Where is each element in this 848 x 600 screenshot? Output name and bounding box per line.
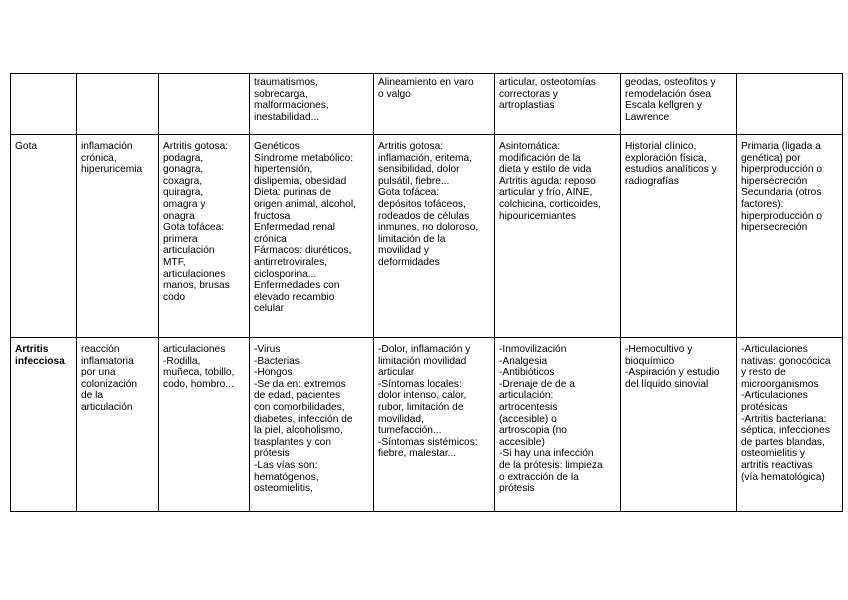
cell-text-line: artroplastias	[499, 100, 555, 112]
cell-text-line: diabetes, infección de	[254, 413, 353, 425]
cell-text-line: -Virus	[254, 344, 281, 355]
cell-text-line: -Rodilla,	[163, 355, 201, 367]
cell-text-line: -Hongos	[254, 367, 293, 379]
cell-text-line: geodas, osteofitos y	[625, 77, 716, 88]
cell-text-line: rodeados de células	[378, 210, 470, 222]
cell-text-line: -Drenaje de de a	[499, 378, 575, 390]
table-cell	[250, 135, 374, 338]
cell-text-line: séptica, infecciones	[741, 425, 830, 437]
cell-text-line: dislipemia, obesidad	[254, 175, 347, 187]
cell-text-line: Síndrome metabólico:	[254, 152, 354, 164]
cell-text-line: inflamación, eritema,	[378, 152, 472, 164]
cell-text-line: o valgo	[378, 88, 411, 100]
cell-text-line: artroscopia (no	[499, 425, 567, 437]
cell-text-line: (vía hematológica)	[741, 471, 825, 483]
cell-text-line: gonagra,	[163, 164, 204, 176]
cell-text-line: limitación movilidad	[378, 355, 467, 367]
table-cell	[374, 338, 495, 512]
cell-text-line: infecciosa	[15, 355, 65, 367]
table-cell	[374, 74, 495, 135]
cell-text-line: Historial clínico,	[625, 141, 697, 152]
cell-text-line: sensibilidad, dolor	[378, 164, 460, 176]
cell-text-line: inestabilidad...	[254, 111, 320, 123]
cell-text-line: movilidad y	[378, 245, 429, 257]
cell-text-line: celular	[254, 303, 285, 315]
cell-text-line: modificación de la	[499, 152, 581, 164]
cell-text-line: con comorbilidades,	[254, 401, 345, 413]
cell-text-line: -Dolor, inflamación y	[378, 344, 471, 355]
cell-text-line: -Síntomas sistémicos:	[378, 436, 478, 448]
cell-text-line: prótesis	[499, 483, 535, 495]
cell-text-line: hiperproducción o	[741, 210, 822, 222]
cell-text-line: articular, osteotomías	[499, 77, 596, 88]
cell-text-line: -Articulaciones	[741, 344, 808, 355]
cell-text-line: articulación	[163, 245, 215, 257]
table-cell	[495, 338, 621, 512]
table-cell	[621, 135, 737, 338]
cell-text-line: -Analgesia	[499, 355, 548, 367]
cell-text-line: artritis reactivas	[741, 459, 813, 471]
table-cell	[77, 135, 159, 338]
cell-text-line: nativas: gonocócica	[741, 355, 831, 367]
cell-text-line: -Se da en: extremos	[254, 378, 346, 390]
cell-text-line: dolor intenso, calor,	[378, 390, 467, 402]
table-cell	[11, 338, 77, 512]
cell-text-line: colchicina, corticoides,	[499, 198, 601, 210]
cell-text-line: depósitos tofáceos,	[378, 198, 466, 210]
table-cell	[737, 74, 843, 135]
cell-text-line: -Bacterias	[254, 355, 300, 367]
cell-text-line: pulsátil, fiebre...	[378, 175, 450, 187]
cell-text-line: primera	[163, 233, 198, 245]
cell-text-line: Enfermedad renal	[254, 222, 335, 234]
cell-text-line: colonización	[81, 378, 138, 390]
cell-text-line: del líquido sinovial	[625, 378, 709, 390]
cell-text-line: -Hemocultivo y	[625, 344, 693, 355]
cell-text-line: elevado recambio	[254, 291, 335, 303]
cell-text-line: coxagra,	[163, 175, 203, 187]
cell-text-line: onagra	[163, 210, 195, 222]
cell-text-line: -Si hay una infección	[499, 448, 594, 460]
cell-text-line: Alineamiento en varo	[378, 77, 474, 88]
cell-text-line: genética) por	[741, 152, 801, 164]
cell-text-line: Artritis gotosa:	[378, 141, 444, 152]
cell-text-line: hipouricemiantes	[499, 210, 577, 222]
cell-text-line: tumefacción...	[378, 425, 442, 437]
table-cell	[159, 135, 250, 338]
cell-text-line: -Antibióticos	[499, 367, 555, 379]
cell-text-line: hipertensión,	[254, 164, 313, 176]
cell-text-line: prótesis	[254, 448, 290, 460]
cell-text-line: inflamatoria	[81, 355, 134, 367]
cell-text-line: articulaciones	[163, 268, 226, 280]
cell-text-line: inflamación	[81, 141, 133, 152]
table-row	[11, 74, 843, 135]
table-cell	[621, 74, 737, 135]
cell-text-line: Lawrence	[625, 111, 670, 123]
cell-text-line: articulaciones	[163, 344, 226, 355]
cell-text-line: de la	[81, 390, 104, 402]
cell-text-line: crónica,	[81, 152, 117, 164]
cell-text-line: Genéticos	[254, 141, 300, 152]
cell-text-line: -Aspiración y estudio	[625, 367, 720, 379]
cell-text-line: -Artritis bacteriana:	[741, 413, 827, 425]
cell-text-line: de partes blandas,	[741, 436, 825, 448]
cell-text-line: exploración física,	[625, 152, 707, 164]
cell-text-line: Primaria (ligada a	[741, 141, 821, 152]
table-cell	[159, 338, 250, 512]
cell-text-line: bioquímico	[625, 355, 675, 367]
table-cell	[250, 338, 374, 512]
cell-text-line: correctoras y	[499, 88, 558, 100]
cell-text-line: rubor, limitación de	[378, 401, 464, 413]
cell-text-line: fiebre, malestar...	[378, 448, 457, 460]
cell-text-line: trasplantes y con	[254, 436, 332, 448]
cell-text-line: podagra,	[163, 152, 204, 164]
cell-text-line: de edad, pacientes	[254, 390, 341, 402]
cell-text-line: Enfermedades con	[254, 280, 340, 292]
cell-text-line: Artritis	[15, 344, 49, 355]
cell-text-line: radiografías	[625, 175, 679, 187]
cell-text-line: articular y frío, AINE,	[499, 187, 593, 199]
cell-text-line: MTF,	[163, 256, 186, 268]
cell-text-line: traumatismos,	[254, 77, 318, 88]
cell-text-line: Escala kellgren y	[625, 100, 703, 112]
cell-text-line: fructosa	[254, 210, 291, 222]
table-cell	[495, 74, 621, 135]
cell-text-line: -Síntomas locales:	[378, 378, 462, 390]
disease-table	[10, 73, 843, 512]
cell-text-line: muñeca, tobillo,	[163, 367, 235, 379]
cell-text-line: hematógenos,	[254, 471, 319, 483]
table-row	[11, 338, 843, 512]
table-cell	[737, 338, 843, 512]
cell-text-line: codo	[163, 291, 186, 303]
table-cell	[374, 135, 495, 338]
table-cell	[737, 135, 843, 338]
cell-text-line: sobrecarga,	[254, 88, 308, 100]
cell-text-line: hiperproducción o	[741, 164, 822, 176]
cell-text-line: remodelación ósea	[625, 88, 712, 100]
table-cell	[250, 74, 374, 135]
cell-text-line: -Inmovilización	[499, 344, 567, 355]
cell-text-line: ciclosporina...	[254, 268, 317, 280]
cell-text-line: articulación:	[499, 390, 554, 402]
cell-text-line: microorganismos	[741, 378, 819, 390]
cell-text-line: protésicas	[741, 401, 788, 413]
cell-text-line: Artritis gotosa:	[163, 141, 229, 152]
cell-text-line: Fármacos: diuréticos,	[254, 245, 352, 257]
cell-text-line: articular	[378, 367, 415, 379]
cell-text-line: Secundaria (otros	[741, 187, 822, 199]
cell-text-line: por una	[81, 367, 116, 379]
cell-text-line: la piel, alcoholismo,	[254, 425, 343, 437]
cell-text-line: Artritis aguda: reposo	[499, 175, 596, 187]
cell-text-line: Asintomática:	[499, 141, 561, 152]
table-cell	[495, 135, 621, 338]
cell-text-line: inmunes, no doloroso,	[378, 222, 479, 234]
cell-text-line: Dieta: purinas de	[254, 187, 332, 199]
cell-text-line: Gota	[15, 141, 38, 152]
cell-text-line: -Articulaciones	[741, 390, 808, 402]
cell-text-line: -Las vías son:	[254, 459, 318, 471]
cell-text-line: articulación	[81, 401, 133, 413]
cell-text-line: Gota tofácea:	[163, 222, 225, 234]
cell-text-line: malformaciones,	[254, 100, 329, 112]
table-cell	[621, 338, 737, 512]
cell-text-line: antirretrovirales,	[254, 256, 328, 268]
cell-text-line: limitación de la	[378, 233, 446, 245]
cell-text-line: dieta y estilo de vida	[499, 164, 592, 176]
cell-text-line: hiperuricemia	[81, 164, 143, 176]
cell-text-line: y resto de	[741, 367, 786, 379]
cell-text-line: osteomielitis y	[741, 448, 805, 460]
table-row	[11, 135, 843, 338]
cell-text-line: quiragra,	[163, 187, 204, 199]
table-cell	[11, 74, 77, 135]
cell-text-line: Gota tofácea:	[378, 187, 440, 199]
cell-text-line: codo, hombro...	[163, 378, 234, 390]
cell-text-line: crónica	[254, 233, 287, 245]
cell-text-line: factores):	[741, 198, 784, 210]
table-cell	[11, 135, 77, 338]
cell-text-line: hipersecreción	[741, 222, 808, 234]
cell-text-line: hipersecreción	[741, 175, 808, 187]
cell-text-line: artrocentesis	[499, 401, 558, 413]
cell-text-line: accesible)	[499, 436, 545, 448]
cell-text-line: manos, brusas	[163, 280, 230, 292]
cell-text-line: estudios analíticos y	[625, 164, 717, 176]
cell-text-line: origen animal, alcohol,	[254, 198, 356, 210]
cell-text-line: o extracción de la	[499, 471, 579, 483]
table-cell	[77, 338, 159, 512]
cell-text-line: reacción	[81, 344, 120, 355]
cell-text-line: de la prótesis: limpieza	[499, 459, 603, 471]
cell-text-line: omagra y	[163, 198, 206, 210]
cell-text-line: movilidad,	[378, 413, 424, 425]
table-cell	[77, 74, 159, 135]
table-cell	[159, 74, 250, 135]
cell-text-line: osteomielitis,	[254, 483, 313, 495]
cell-text-line: deformidades	[378, 256, 440, 268]
cell-text-line: (accesible) o	[499, 413, 557, 425]
